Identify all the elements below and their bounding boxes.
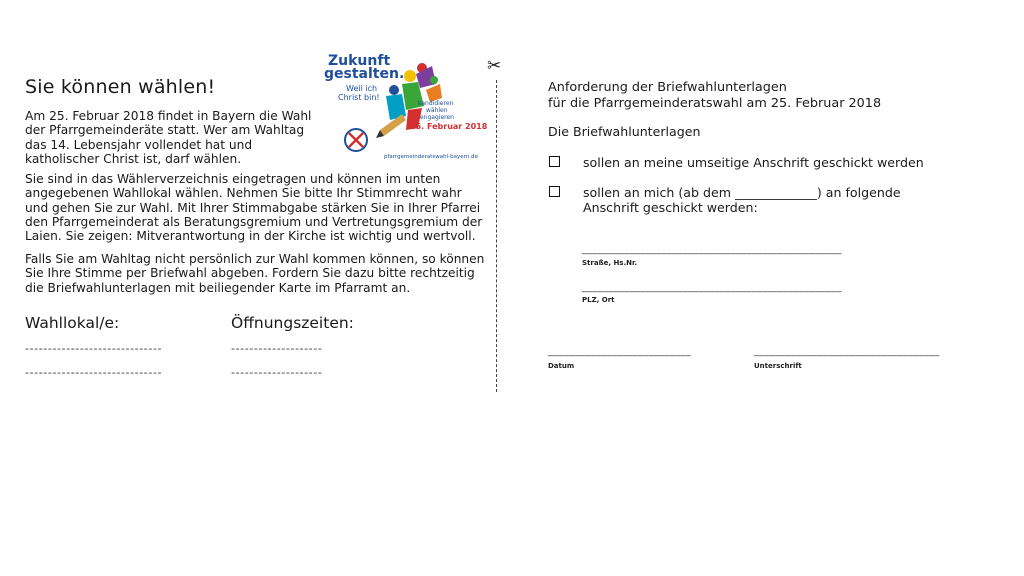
city-label: PLZ, Ort [582,296,615,304]
logo-url: pfarrgemeinderatswahl-bayern.de [384,154,478,160]
street-input-line[interactable]: _________________________________________________ [582,244,842,255]
request-title: Anforderung der Briefwahlunterlagen für die Pfarrgemeinderatswahl am 25. Februar 2018 [548,80,882,111]
street-label: Straße, Hs.Nr. [582,259,638,267]
page-heading: Sie können wählen! [25,76,216,98]
option1-checkbox[interactable] [549,156,560,167]
cut-line [496,80,497,392]
option2-checkbox[interactable] [549,186,560,197]
date-input-line[interactable]: ___________________________ [548,346,692,357]
postal-vote-paragraph: Falls Sie am Wahltag nicht persönlich zur Wahl kommen können, so können Sie Ihre Stimme per Briefwahl abgeben. Fordern Sie dazu bitte rechtzeitig die Briefwahlunterlagen mit beiliegender Karte im Pfarramt an. [25,252,485,295]
option1-label: sollen an meine umseitige Anschrift geschickt werden [583,155,924,170]
wahllokal-line-2[interactable]: ------------------------------ [25,366,163,379]
logo-words-2: wählen [426,107,448,114]
logo-words-3: engagieren [420,114,454,121]
logo-date: 25. Februar 2018 [410,122,488,131]
scissors-icon: ✂ [487,56,502,76]
signature-input-line[interactable]: ___________________________________ [754,346,940,357]
date-label: Datum [548,362,575,370]
voter-register-paragraph: Sie sind in das Wählerverzeichnis eingetragen und können im unten angegebenen Wahllokal wählen. Nehmen Sie bitte Ihr Stimmrecht wahr und gehen Sie zur Wahl. Mit Ihrer Stimmabgabe stärken Sie in Ihrer Pfarrei den Pfarrgemeinderat als Beratungsgremium und Vertretungsgremium der Laien. Sie zeigen: Mitverantwortung in der Kirche ist wichtig und wertvoll. [25,172,483,244]
logo-title-1: Zukunft [328,53,391,69]
election-logo [322,53,488,170]
oeffnungszeiten-label: Öffnungszeiten: [231,314,354,332]
option2-label-line2: Anschrift geschickt werden: [583,200,758,215]
logo-slogan-1: Weil ich [346,84,378,93]
wahllokal-line-1[interactable]: ------------------------------ [25,342,163,355]
oeffnungszeiten-line-2[interactable]: -------------------- [231,366,323,379]
oeffnungszeiten-line-1[interactable]: -------------------- [231,342,323,355]
intro-paragraph: Am 25. Februar 2018 findet in Bayern die Wahl der Pfarrgemeinderäte statt. Wer am Wahltag das 14. Lebensjahr vollendet hat und katholischer Christ ist, darf wählen. [25,109,312,166]
logo-words-1: kandidieren [418,100,454,107]
request-intro: Die Briefwahlunterlagen [548,124,701,139]
signature-label: Unterschrift [754,362,802,370]
logo-title-2: gestalten. [324,66,405,82]
option2-label-line1: sollen an mich (ab dem _____________) an folgende [583,185,901,200]
city-input-line[interactable]: _________________________________________________ [582,282,842,293]
wahllokal-label: Wahllokal/e: [25,314,120,332]
logo-slogan-2: Christ bin! [338,93,380,102]
